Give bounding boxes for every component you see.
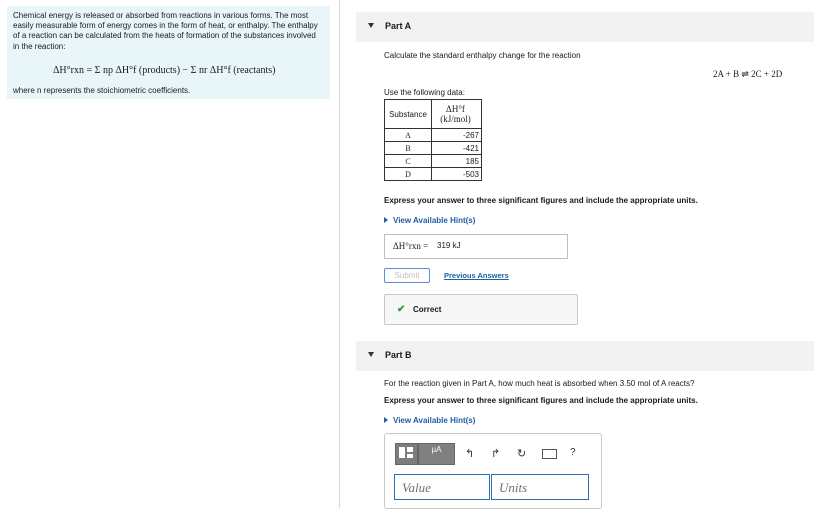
part-a-instruction: Express your answer to three significant figures and include the appropriate units. [384, 196, 698, 205]
table-row [385, 168, 482, 181]
part-b-prompt: For the reaction given in Part A, how much heat is absorbed when 3.50 mol of A reacts? [384, 379, 695, 388]
correct-feedback [384, 294, 578, 325]
part-b-hint-link[interactable] [384, 416, 475, 425]
keyboard-icon[interactable] [542, 449, 557, 459]
substance-cell: C [385, 155, 432, 168]
answer-tool-panel [384, 433, 602, 509]
intro-panel [7, 6, 330, 99]
reset-icon[interactable]: ↻ [517, 448, 527, 460]
enthalpy-cell: -503 [432, 168, 482, 181]
reaction-equation: 2A + B ⇌ 2C + 2D [713, 69, 783, 79]
expand-caret-icon [384, 217, 388, 223]
part-b-label: Part B [385, 350, 412, 360]
data-table [384, 99, 482, 181]
templates-button[interactable] [395, 443, 418, 465]
expand-caret-icon [384, 417, 388, 423]
units-placeholder: Units [499, 480, 528, 495]
value-input[interactable] [394, 474, 490, 500]
part-b-header[interactable] [356, 341, 814, 371]
enthalpy-cell: 185 [432, 155, 482, 168]
column-divider [339, 0, 340, 508]
hint-label: View Available Hint(s) [393, 216, 476, 225]
intro-paragraph: Chemical energy is released or absorbed from reactions in various forms. The most easily measurable form of energy comes in the form of heat, or enthalpy. The enthalpy of a reaction can be calculated from the heats of formation of the substances involved in the reaction: [13, 11, 318, 51]
submit-button[interactable]: Submit [384, 268, 430, 283]
substance-cell: B [385, 142, 432, 155]
redo-icon[interactable]: ↱ [491, 448, 501, 460]
units-input[interactable] [491, 474, 589, 500]
use-data-label: Use the following data: [384, 88, 465, 97]
part-a-label: Part A [385, 21, 412, 31]
col-header-substance: Substance [385, 100, 432, 129]
part-a-prompt: Calculate the standard enthalpy change for the reaction [384, 51, 581, 60]
previous-answers-link[interactable]: Previous Answers [444, 271, 509, 280]
part-a-header[interactable] [356, 12, 814, 42]
col-header-enthalpy: ΔH°f (kJ/mol) [432, 100, 482, 129]
help-icon[interactable]: ? [570, 447, 576, 458]
undo-icon[interactable]: ↰ [465, 448, 475, 460]
mu-label: μA [431, 445, 442, 454]
hint-label: View Available Hint(s) [393, 416, 476, 425]
table-header-row [385, 100, 482, 129]
units-palette-button[interactable] [418, 443, 455, 465]
table-row [385, 129, 482, 142]
table-row [385, 155, 482, 168]
answer-field[interactable] [384, 234, 568, 259]
value-placeholder: Value [402, 480, 431, 495]
enthalpy-cell: -267 [432, 129, 482, 142]
substance-cell: D [385, 168, 432, 181]
part-a-hint-link[interactable] [384, 216, 475, 225]
enthalpy-equation: ΔH°rxn = Σ np ΔH°f (products) − Σ nr ΔH°f (reactants) [53, 65, 276, 76]
collapse-triangle-icon[interactable] [368, 352, 374, 357]
enthalpy-cell: -421 [432, 142, 482, 155]
table-row [385, 142, 482, 155]
checkmark-icon: ✔ [397, 304, 406, 315]
substance-cell: A [385, 129, 432, 142]
collapse-triangle-icon[interactable] [368, 23, 374, 28]
correct-label: Correct [413, 305, 442, 314]
part-b-instruction: Express your answer to three significant figures and include the appropriate units. [384, 396, 698, 405]
answer-value: 319 kJ [437, 241, 461, 250]
where-note: where n represents the stoichiometric coefficients. [13, 86, 191, 95]
answer-label: ΔH°rxn = [393, 241, 429, 251]
